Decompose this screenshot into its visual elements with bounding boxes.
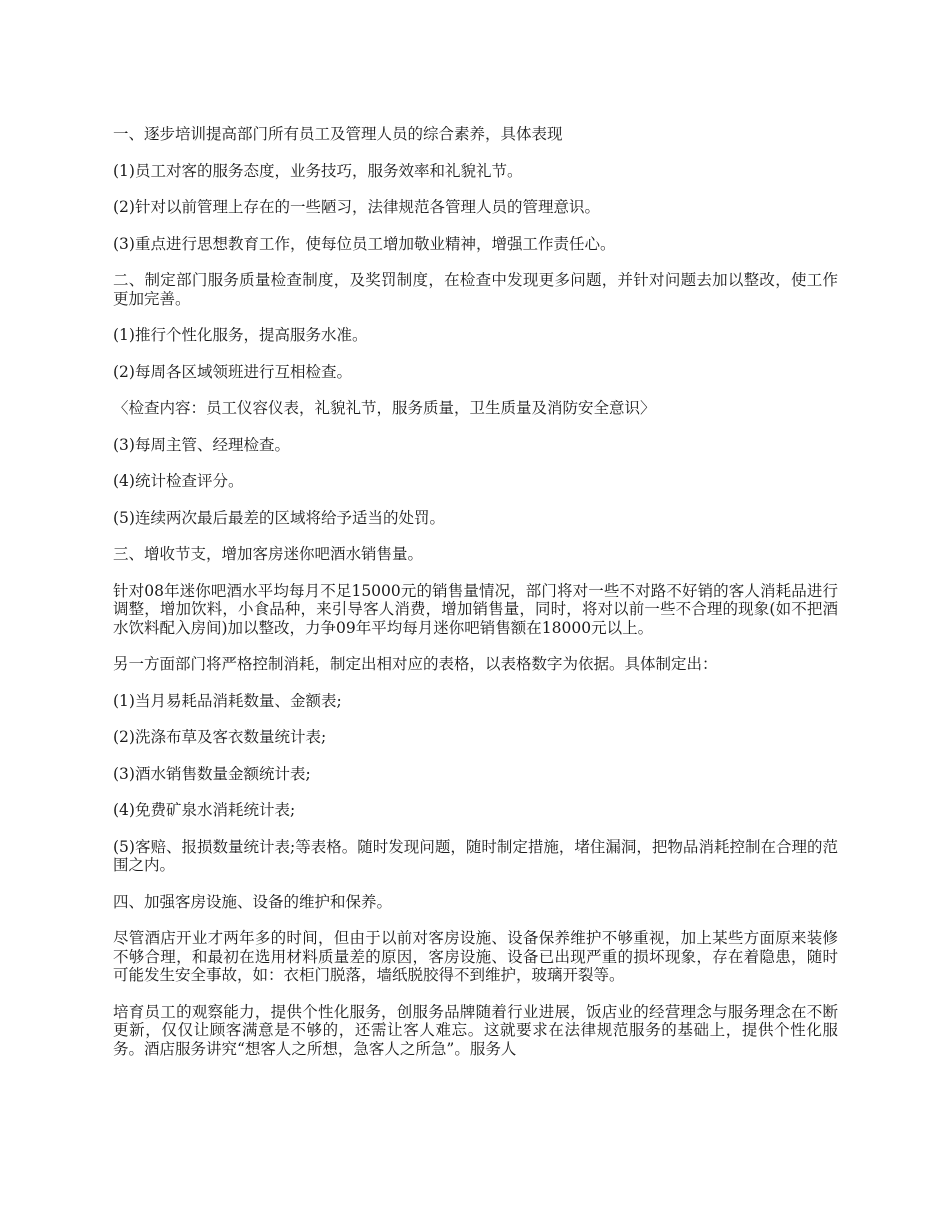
section-heading-1: 一、逐步培训提高部门所有员工及管理人员的综合素养，具体表现 <box>113 125 563 143</box>
body-paragraph: 另一方面部门将严格控制消耗，制定出相对应的表格，以表格数字为依据。具体制定出： <box>113 655 718 673</box>
list-item: (3)重点进行思想教育工作，使每位员工增加敬业精神，增强工作责任心。 <box>113 234 616 253</box>
section-heading-2: 二、制定部门服务质量检查制度，及奖罚制度，在检查中发现更多问题，并针对问题去加以整改，使工作更加完善。 <box>113 271 838 308</box>
list-item: (5)连续两次最后最差的区域将给予适当的处罚。 <box>113 508 445 527</box>
list-item: (1)推行个性化服务，提高服务水准。 <box>113 326 368 344</box>
body-paragraph: 尽管酒店开业才两年多的时间，但由于以前对客房设施、设备保养维护不够重视，加上某些方面原来装修不够合理，和最初在选用材料质量差的原因，客房设施、设备已出现严重的损坏现象，存在着隐患，随时可能发生安全事故，如：衣柜门脱落，墙纸脱胶得不到维护，玻璃开裂等。 <box>113 929 838 984</box>
document-body <box>113 125 838 1076</box>
list-item: (1)员工对客的服务态度，业务技巧，服务效率和礼貌礼节。 <box>113 161 523 180</box>
list-item: (5)客赔、报损数量统计表;等表格。随时发现问题，随时制定措施，堵住漏洞，把物品消耗控制在合理的范围之内。 <box>113 837 838 874</box>
section-heading-3: 三、增收节支，增加客房迷你吧酒水销售量。 <box>113 545 424 563</box>
inspection-content-note: 〈检查内容：员工仪容仪表，礼貌礼节，服务质量，卫生质量及消防安全意识〉 <box>113 399 656 417</box>
list-item: (2)针对以前管理上存在的一些陋习，法律规范各管理人员的管理意识。 <box>113 198 600 216</box>
list-item: (4)统计检查评分。 <box>113 472 244 490</box>
list-item: (4)免费矿泉水消耗统计表; <box>113 801 296 819</box>
list-item: (3)酒水销售数量金额统计表; <box>113 764 311 783</box>
body-paragraph: 培育员工的观察能力，提供个性化服务，创服务品牌随着行业进展，饭店业的经营理念与服务理念在不断更新，仅仅让顾客满意是不够的，还需让客人难忘。这就要求在法律规范服务的基础上，提供个性化服务。酒店服务讲究“想客人之所想，急客人之所急”。服务人 <box>113 1002 838 1058</box>
section-heading-4: 四、加强客房设施、设备的维护和保养。 <box>113 892 393 911</box>
list-item: (2)洗涤布草及客衣数量统计表; <box>113 728 327 746</box>
body-paragraph: 针对08年迷你吧酒水平均每月不足15000元的销售量情况，部门将对一些不对路不好销的客人消耗品进行调整，增加饮料，小食品种，来引导客人消费，增加销售量，同时，将对以前一些不合理的现象(如不把酒水饮料配入房间)加以整改，力争09年平均每月迷你吧销售额在18000元以上。 <box>113 581 838 637</box>
list-item: (2)每周各区域领班进行互相检查。 <box>113 362 352 381</box>
list-item: (1)当月易耗品消耗数量、金额表; <box>113 691 342 710</box>
list-item: (3)每周主管、经理检查。 <box>113 435 290 454</box>
